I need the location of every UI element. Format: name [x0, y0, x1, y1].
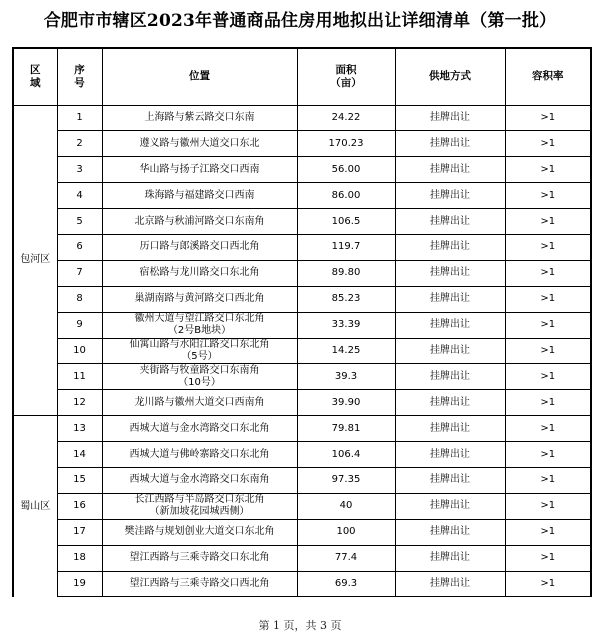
location-cell: 华山路与扬子江路交口西南 [102, 157, 297, 183]
location-cell: 遵义路与徽州大道交口东北 [102, 131, 297, 157]
supply-cell: 挂牌出让 [395, 571, 505, 597]
supply-cell: 挂牌出让 [395, 493, 505, 519]
seq-cell: 3 [57, 157, 102, 183]
location-cell: 珠海路与福建路交口西南 [102, 183, 297, 209]
far-cell: >1 [505, 571, 591, 597]
table-row [13, 467, 591, 493]
seq-cell: 10 [57, 338, 102, 364]
area-cell: 89.80 [297, 260, 395, 286]
supply-cell: 挂牌出让 [395, 234, 505, 260]
supply-cell: 挂牌出让 [395, 416, 505, 442]
table-row [13, 338, 591, 364]
area-cell: 24.22 [297, 105, 395, 131]
far-cell: >1 [505, 442, 591, 468]
supply-cell: 挂牌出让 [395, 286, 505, 312]
location-cell: 西城大道与金水湾路交口东南角 [102, 467, 297, 493]
far-cell: >1 [505, 157, 591, 183]
area-cell: 69.3 [297, 571, 395, 597]
supply-cell: 挂牌出让 [395, 209, 505, 235]
table-row [13, 545, 591, 571]
seq-cell: 14 [57, 442, 102, 468]
seq-cell: 1 [57, 105, 102, 131]
table-row [13, 105, 591, 131]
supply-cell: 挂牌出让 [395, 545, 505, 571]
seq-cell: 11 [57, 364, 102, 390]
seq-cell: 16 [57, 493, 102, 519]
area-cell: 79.81 [297, 416, 395, 442]
header-district: 区 域 [13, 48, 57, 105]
location-cell: 历口路与郎溪路交口西北角 [102, 234, 297, 260]
location-cell: 龙川路与徽州大道交口西南角 [102, 390, 297, 416]
table-row [13, 442, 591, 468]
location-cell: 樊洼路与规划创业大道交口东北角 [102, 519, 297, 545]
seq-cell: 6 [57, 234, 102, 260]
area-cell: 106.5 [297, 209, 395, 235]
seq-cell: 17 [57, 519, 102, 545]
location-cell: 北京路与秋浦河路交口东南角 [102, 209, 297, 235]
area-cell: 97.35 [297, 467, 395, 493]
location-cell: 徽州大道与望江路交口东北角 （2号B地块） [102, 312, 297, 338]
far-cell: >1 [505, 364, 591, 390]
table-row [13, 209, 591, 235]
district-cell: 包河区 [13, 105, 57, 416]
seq-cell: 7 [57, 260, 102, 286]
table-row [13, 183, 591, 209]
far-cell: >1 [505, 209, 591, 235]
table-row [13, 234, 591, 260]
table-row [13, 260, 591, 286]
area-cell: 86.00 [297, 183, 395, 209]
table-row [13, 571, 591, 597]
far-cell: >1 [505, 131, 591, 157]
seq-cell: 2 [57, 131, 102, 157]
supply-cell: 挂牌出让 [395, 338, 505, 364]
far-cell: >1 [505, 260, 591, 286]
location-cell: 望江西路与三乘寺路交口西北角 [102, 571, 297, 597]
area-cell: 40 [297, 493, 395, 519]
header-seq: 序 号 [57, 48, 102, 105]
supply-cell: 挂牌出让 [395, 131, 505, 157]
far-cell: >1 [505, 390, 591, 416]
far-cell: >1 [505, 312, 591, 338]
far-cell: >1 [505, 338, 591, 364]
area-cell: 14.25 [297, 338, 395, 364]
header-far: 容积率 [505, 48, 591, 105]
table-row [13, 131, 591, 157]
table-row [13, 157, 591, 183]
seq-cell: 5 [57, 209, 102, 235]
page-footer: 第 1 页，共 3 页 [258, 619, 342, 632]
far-cell: >1 [505, 286, 591, 312]
seq-cell: 4 [57, 183, 102, 209]
location-cell: 望江西路与三乘寺路交口东北角 [102, 545, 297, 571]
seq-cell: 9 [57, 312, 102, 338]
supply-cell: 挂牌出让 [395, 157, 505, 183]
table-body [13, 105, 591, 597]
far-cell: >1 [505, 545, 591, 571]
far-cell: >1 [505, 105, 591, 131]
area-cell: 39.3 [297, 364, 395, 390]
table-row [13, 364, 591, 390]
area-cell: 106.4 [297, 442, 395, 468]
area-cell: 33.39 [297, 312, 395, 338]
seq-cell: 15 [57, 467, 102, 493]
seq-cell: 8 [57, 286, 102, 312]
location-cell: 上海路与紫云路交口东南 [102, 105, 297, 131]
table-row [13, 493, 591, 519]
far-cell: >1 [505, 493, 591, 519]
table-row [13, 312, 591, 338]
seq-cell: 19 [57, 571, 102, 597]
header-location: 位置 [102, 48, 297, 105]
location-cell: 巢湖南路与黄河路交口西北角 [102, 286, 297, 312]
seq-cell: 13 [57, 416, 102, 442]
area-cell: 100 [297, 519, 395, 545]
seq-cell: 18 [57, 545, 102, 571]
area-cell: 39.90 [297, 390, 395, 416]
supply-cell: 挂牌出让 [395, 105, 505, 131]
table-row [13, 416, 591, 442]
area-cell: 119.7 [297, 234, 395, 260]
page-title: 合肥市市辖区2023年普通商品住房用地拟出让详细清单（第一批） [43, 11, 557, 31]
area-cell: 77.4 [297, 545, 395, 571]
far-cell: >1 [505, 467, 591, 493]
far-cell: >1 [505, 183, 591, 209]
supply-cell: 挂牌出让 [395, 519, 505, 545]
location-cell: 夹街路与牧童路交口东南角 （10号） [102, 364, 297, 390]
header-area: 面积 （亩） [297, 48, 395, 105]
far-cell: >1 [505, 416, 591, 442]
district-cell: 蜀山区 [13, 416, 57, 597]
supply-cell: 挂牌出让 [395, 467, 505, 493]
supply-cell: 挂牌出让 [395, 312, 505, 338]
location-cell: 西城大道与金水湾路交口东北角 [102, 416, 297, 442]
far-cell: >1 [505, 519, 591, 545]
table-row [13, 519, 591, 545]
header-row [13, 48, 591, 105]
table-row [13, 286, 591, 312]
seq-cell: 12 [57, 390, 102, 416]
location-cell: 长江西路与半岛路交口东北角 （新加坡花园城西侧） [102, 493, 297, 519]
supply-cell: 挂牌出让 [395, 364, 505, 390]
supply-cell: 挂牌出让 [395, 183, 505, 209]
area-cell: 56.00 [297, 157, 395, 183]
supply-cell: 挂牌出让 [395, 260, 505, 286]
location-cell: 西城大道与佛岭寨路交口东北角 [102, 442, 297, 468]
area-cell: 170.23 [297, 131, 395, 157]
location-cell: 仙寓山路与水阳江路交口东北角 （5号） [102, 338, 297, 364]
supply-cell: 挂牌出让 [395, 390, 505, 416]
header-supply: 供地方式 [395, 48, 505, 105]
supply-cell: 挂牌出让 [395, 442, 505, 468]
land-list-table [12, 47, 592, 597]
far-cell: >1 [505, 234, 591, 260]
table-row [13, 390, 591, 416]
area-cell: 85.23 [297, 286, 395, 312]
location-cell: 宿松路与龙川路交口东北角 [102, 260, 297, 286]
